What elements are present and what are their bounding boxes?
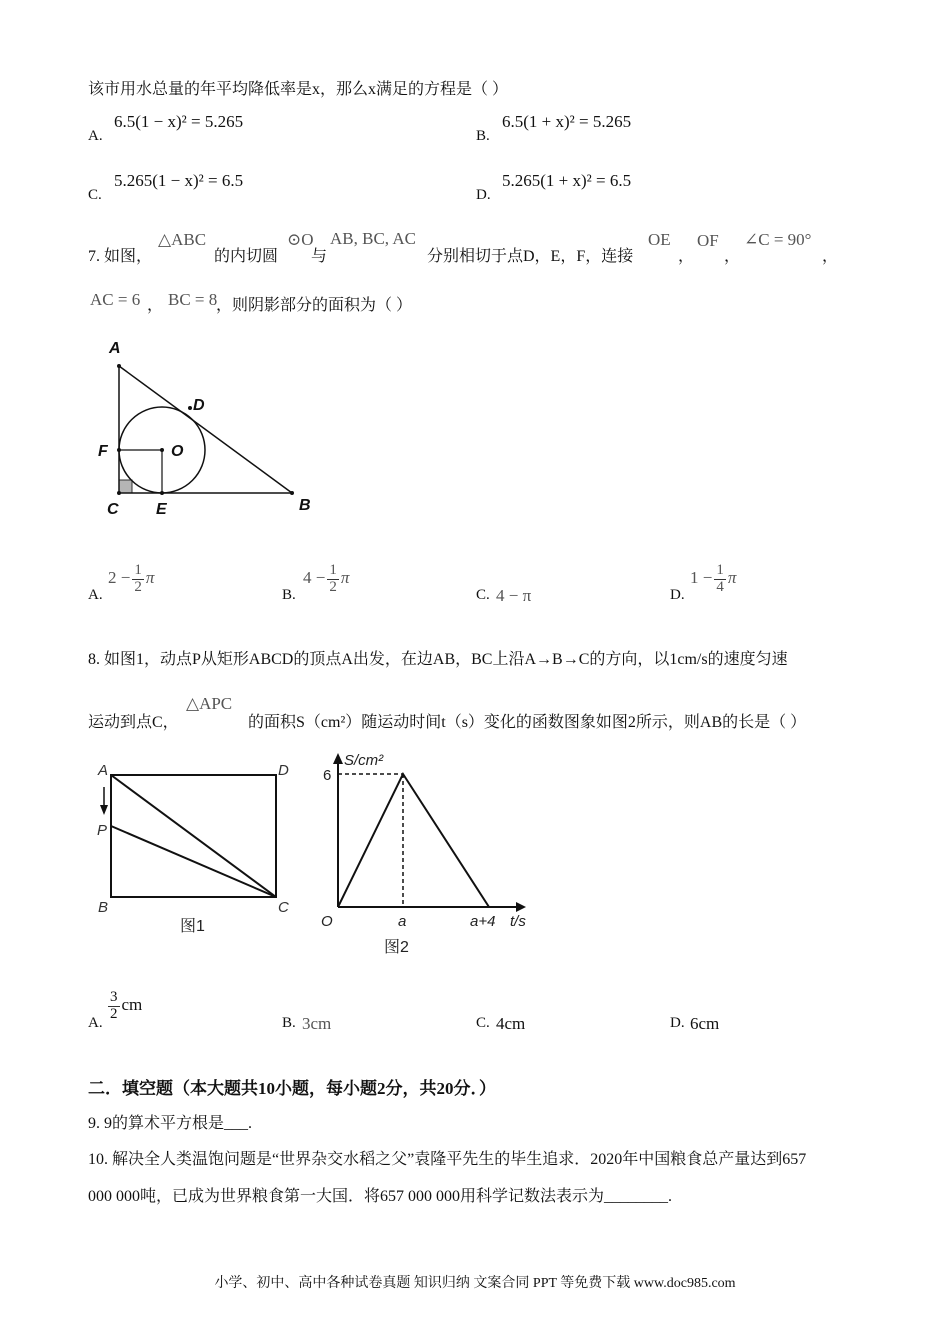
q7-oe: OE xyxy=(648,230,671,249)
q7-triangle: △ABC xyxy=(158,230,207,249)
q7-comma-2: ， xyxy=(724,248,741,265)
q7-angle: ∠C = 90° xyxy=(744,230,812,249)
q6-option-d-expr: 5.265(1 + x)² = 6.5 xyxy=(502,171,632,190)
q7-option-a-label: A. xyxy=(88,587,103,603)
label-b: B xyxy=(299,497,311,514)
q10-line-2: 000 000吨，已成为世界粮食第一大国．将657 000 000用科学记数法表示为________. xyxy=(88,1188,673,1205)
q7-bc: BC = 8 xyxy=(168,290,218,309)
q9-text: 9. 9的算术平方根是___. xyxy=(88,1115,253,1132)
label-o: O xyxy=(171,443,184,460)
q8-option-a-label: A. xyxy=(88,1015,103,1031)
q7-text-2: 与 xyxy=(311,248,328,265)
q6-option-b-label: B. xyxy=(476,128,490,144)
q8-option-b-label: B. xyxy=(282,1015,296,1031)
fig1-caption: 图1 xyxy=(180,918,205,935)
q7-comma-4: ， xyxy=(147,297,164,314)
q8-option-d: 6cm xyxy=(690,1014,720,1033)
y-tick-6: 6 xyxy=(323,767,332,784)
label-e: E xyxy=(156,501,167,518)
q7-figure xyxy=(95,335,325,525)
q8-line-1: 8. 如图1，动点P从矩形ABCD的顶点A出发，在边AB，BC上沿A→B→C的方向，以1cm/s的速度匀速 xyxy=(88,651,788,668)
fig1-label-d: D xyxy=(278,762,289,779)
graph-s-t xyxy=(338,774,489,907)
fig2-caption: 图2 xyxy=(384,939,409,956)
q8-option-c: 4cm xyxy=(496,1014,526,1033)
q8-option-b: 3cm xyxy=(302,1014,332,1033)
fig1-label-p: P xyxy=(97,822,108,839)
y-axis-label: S/cm² xyxy=(344,752,384,769)
q8-option-c-label: C. xyxy=(476,1015,490,1031)
label-c: C xyxy=(107,501,119,518)
q7-option-c-label: C. xyxy=(476,587,490,603)
q7-text-3: 分别相切于点D，E，F，连接 xyxy=(427,248,634,265)
section-2-title: 二．填空题（本大题共10小题，每小题2分，共20分．） xyxy=(88,1079,496,1098)
label-a: A xyxy=(109,340,121,357)
q8-option-a: $\frac{3}{2}$ cm xyxy=(110,989,143,1022)
q7-option-b: 4 − $\frac{1}{2}$ π xyxy=(303,562,350,595)
q6-option-a-expr: 6.5(1 − x)² = 5.265 xyxy=(114,112,244,131)
q8-option-d-label: D. xyxy=(670,1015,685,1031)
q7-ac: AC = 6 xyxy=(90,290,141,309)
x-axis-label: t/s xyxy=(510,913,526,930)
q7-number: 7. 如图， xyxy=(88,248,153,265)
q7-option-d: 1 − $\frac{1}{4}$ π xyxy=(690,562,737,595)
label-f: F xyxy=(98,443,108,460)
q8-line-2b: 的面积S（cm²）随运动时间t（s）变化的函数图象如图2所示，则AB的长是（ ） xyxy=(248,714,807,731)
origin-label: O xyxy=(321,913,333,930)
q6-option-d-label: D. xyxy=(476,187,491,203)
y-axis-arrow xyxy=(333,753,343,764)
q6-option-c-label: C. xyxy=(88,187,102,203)
q7-comma-1: ， xyxy=(678,248,695,265)
q7-option-c: 4 − π xyxy=(496,586,532,605)
q6-option-c-expr: 5.265(1 − x)² = 6.5 xyxy=(114,171,244,190)
label-d: D xyxy=(193,397,205,414)
q7-option-a: 2 − $\frac{1}{2}$ π xyxy=(108,562,155,595)
q8-figure-2 xyxy=(312,745,537,960)
q6-option-a-label: A. xyxy=(88,128,103,144)
q8-triangle: △APC xyxy=(186,694,233,713)
q7-sides: AB, BC, AC xyxy=(330,229,416,248)
q7-comma-3: ， xyxy=(822,248,839,265)
q10-line-1: 10. 解决全人类温饱问题是“世界杂交水稻之父”袁隆平先生的毕生追求．2020年中国粮食总产量达到657 xyxy=(88,1151,807,1168)
q7-option-d-label: D. xyxy=(670,587,685,603)
right-angle-shading xyxy=(119,480,132,493)
x-axis-arrow xyxy=(516,902,526,912)
q7-of: OF xyxy=(697,231,719,250)
q7-text-1: 的内切圆 xyxy=(214,248,279,265)
q7-circle: ⊙O xyxy=(287,230,314,249)
q8-figure-1 xyxy=(92,755,302,940)
footer: 小学、初中、高中各种试卷真题 知识归纳 文案合同 PPT 等免费下载 www.doc985.com xyxy=(214,1276,736,1291)
q7-text-4: ，则阴影部分的面积为（ ） xyxy=(216,297,413,314)
q6-option-b-expr: 6.5(1 + x)² = 5.265 xyxy=(502,112,632,131)
motion-arrow-head xyxy=(100,805,108,815)
fig1-label-c: C xyxy=(278,899,289,916)
x-tick-a: a xyxy=(398,913,407,930)
q6-stem: 该市用水总量的年平均降低率是x，那么x满足的方程是（ ） xyxy=(88,81,509,98)
q8-line-2a: 运动到点C， xyxy=(88,714,179,731)
fig1-label-b: B xyxy=(98,899,109,916)
q7-option-b-label: B. xyxy=(282,587,296,603)
x-tick-a4: a+4 xyxy=(470,913,496,930)
fig1-label-a: A xyxy=(98,762,109,779)
side-ab xyxy=(119,366,292,493)
